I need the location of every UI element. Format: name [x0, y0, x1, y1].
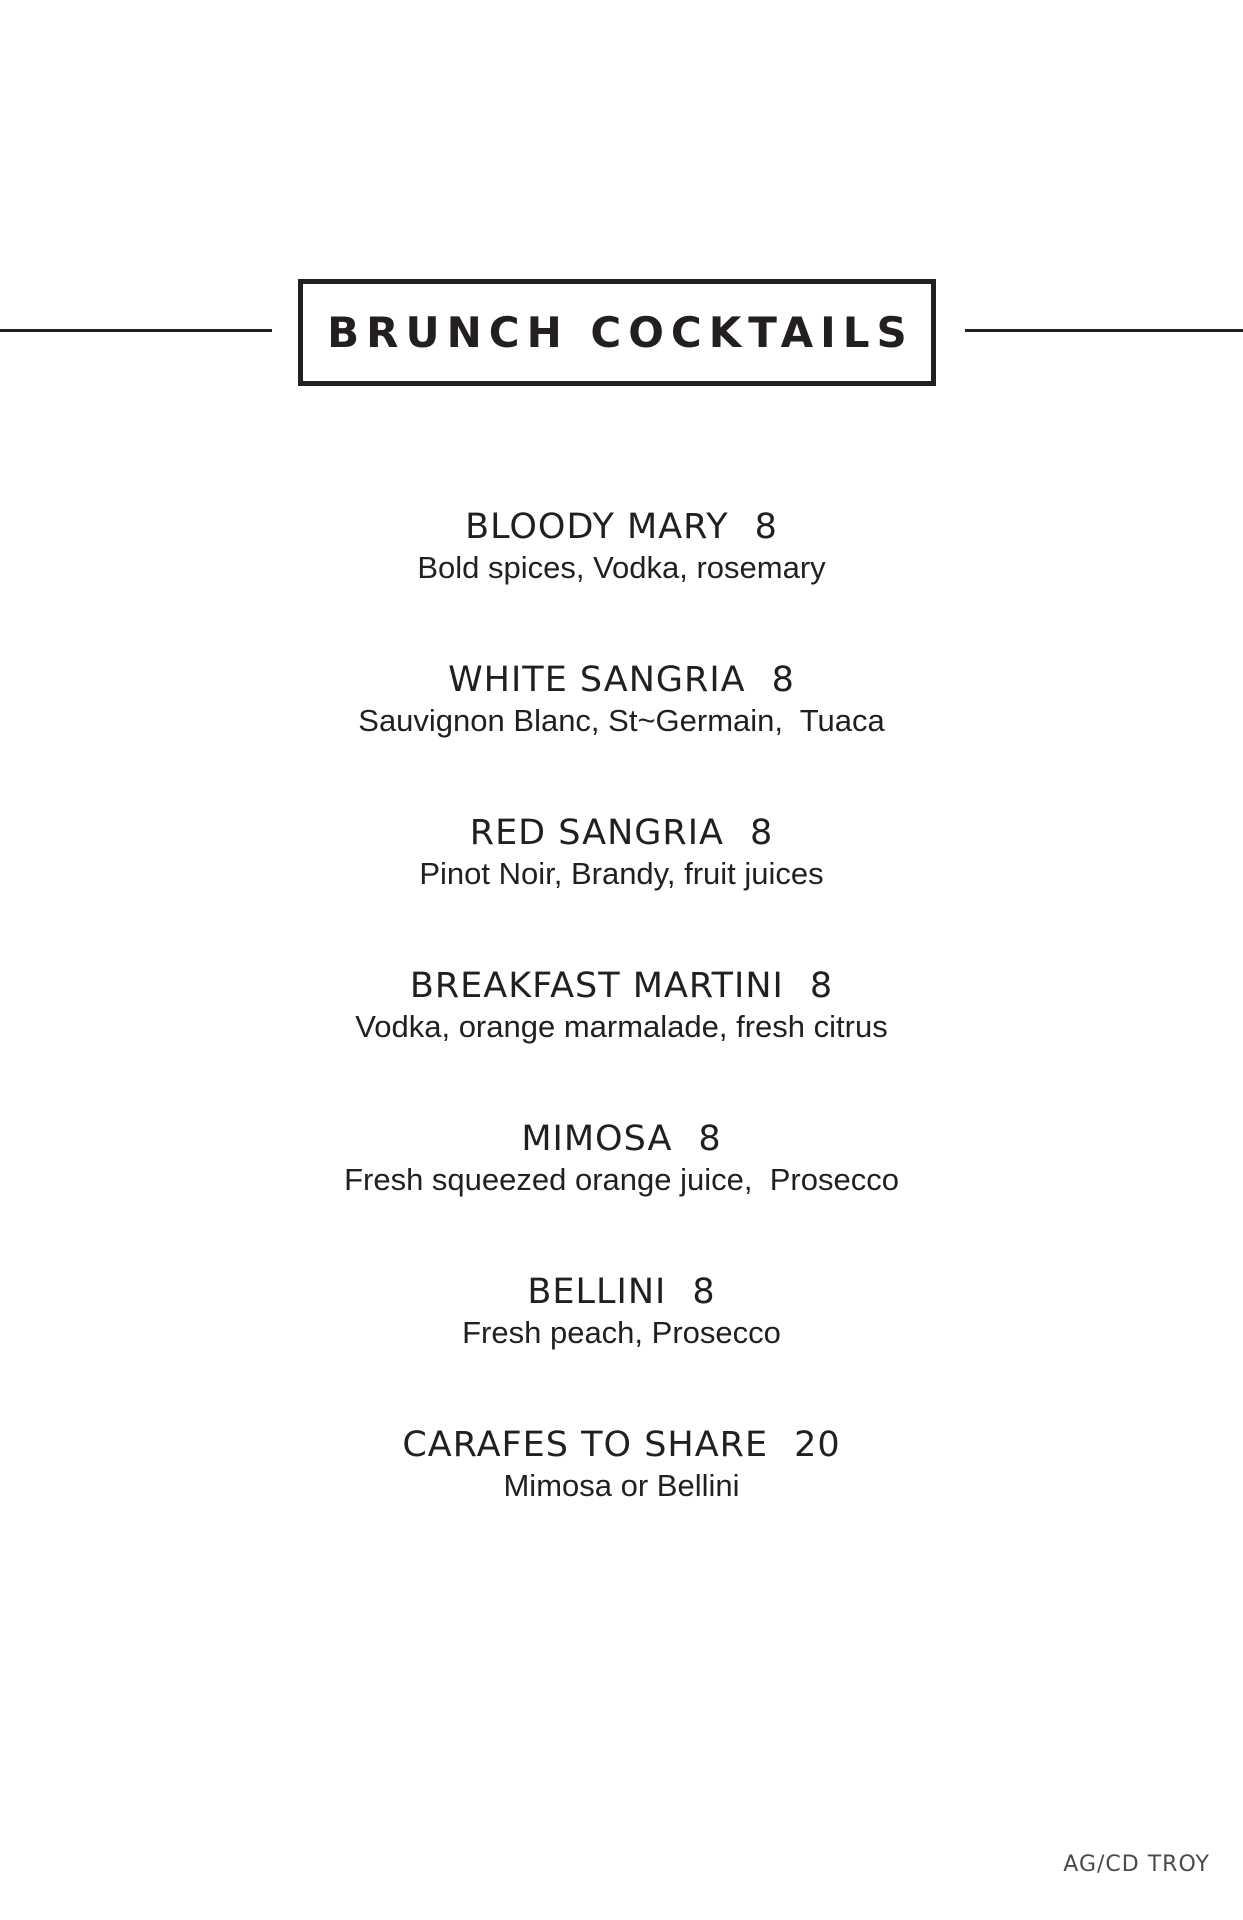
menu-item [0, 657, 1243, 810]
cocktail-menu [0, 504, 1243, 1575]
menu-item-header [0, 1422, 1243, 1468]
menu-item-price: 8 [698, 1119, 722, 1159]
menu-item-name: BELLINI [527, 1272, 667, 1312]
menu-item-description: Pinot Noir, Brandy, fruit juices [419, 856, 824, 891]
menu-item-header [0, 1116, 1243, 1162]
menu-item-description: Fresh peach, Prosecco [462, 1315, 781, 1350]
menu-item-header [0, 1269, 1243, 1315]
menu-item-header [0, 657, 1243, 703]
section-title: BRUNCH COCKTAILS [327, 308, 914, 357]
menu-item-price: 8 [754, 507, 778, 547]
menu-item-name: CARAFES TO SHARE [402, 1425, 769, 1465]
menu-item [0, 1422, 1243, 1575]
menu-item-price: 8 [749, 813, 774, 853]
menu-item-price: 20 [794, 1425, 841, 1465]
menu-item-name: BREAKFAST MARTINI [409, 966, 784, 1006]
menu-item-name: WHITE SANGRIA [448, 660, 746, 700]
menu-item-header [0, 963, 1243, 1009]
menu-item-description: Vodka, orange marmalade, fresh citrus [355, 1009, 888, 1044]
menu-item-price: 8 [692, 1272, 716, 1312]
menu-item-description: Fresh squeezed orange juice, Prosecco [344, 1162, 899, 1197]
menu-item-description: Bold spices, Vodka, rosemary [417, 550, 826, 585]
footer-code: AG/CD TROY [1063, 1852, 1210, 1877]
menu-item-price: 8 [771, 660, 795, 700]
menu-item [0, 1269, 1243, 1422]
menu-item-description: Sauvignon Blanc, St~Germain, Tuaca [358, 703, 885, 738]
menu-item-name: RED SANGRIA [469, 813, 724, 853]
section-title-box [298, 279, 936, 386]
divider-right [965, 329, 1243, 332]
menu-item [0, 504, 1243, 657]
menu-item-description: Mimosa or Bellini [503, 1468, 740, 1503]
menu-item-price: 8 [809, 966, 834, 1006]
menu-item-name: BLOODY MARY [465, 507, 729, 547]
menu-item-header [0, 504, 1243, 550]
menu-item [0, 810, 1243, 963]
menu-item-header [0, 810, 1243, 856]
divider-left [0, 329, 272, 332]
menu-item [0, 963, 1243, 1116]
menu-item [0, 1116, 1243, 1269]
menu-item-name: MIMOSA [521, 1119, 673, 1159]
